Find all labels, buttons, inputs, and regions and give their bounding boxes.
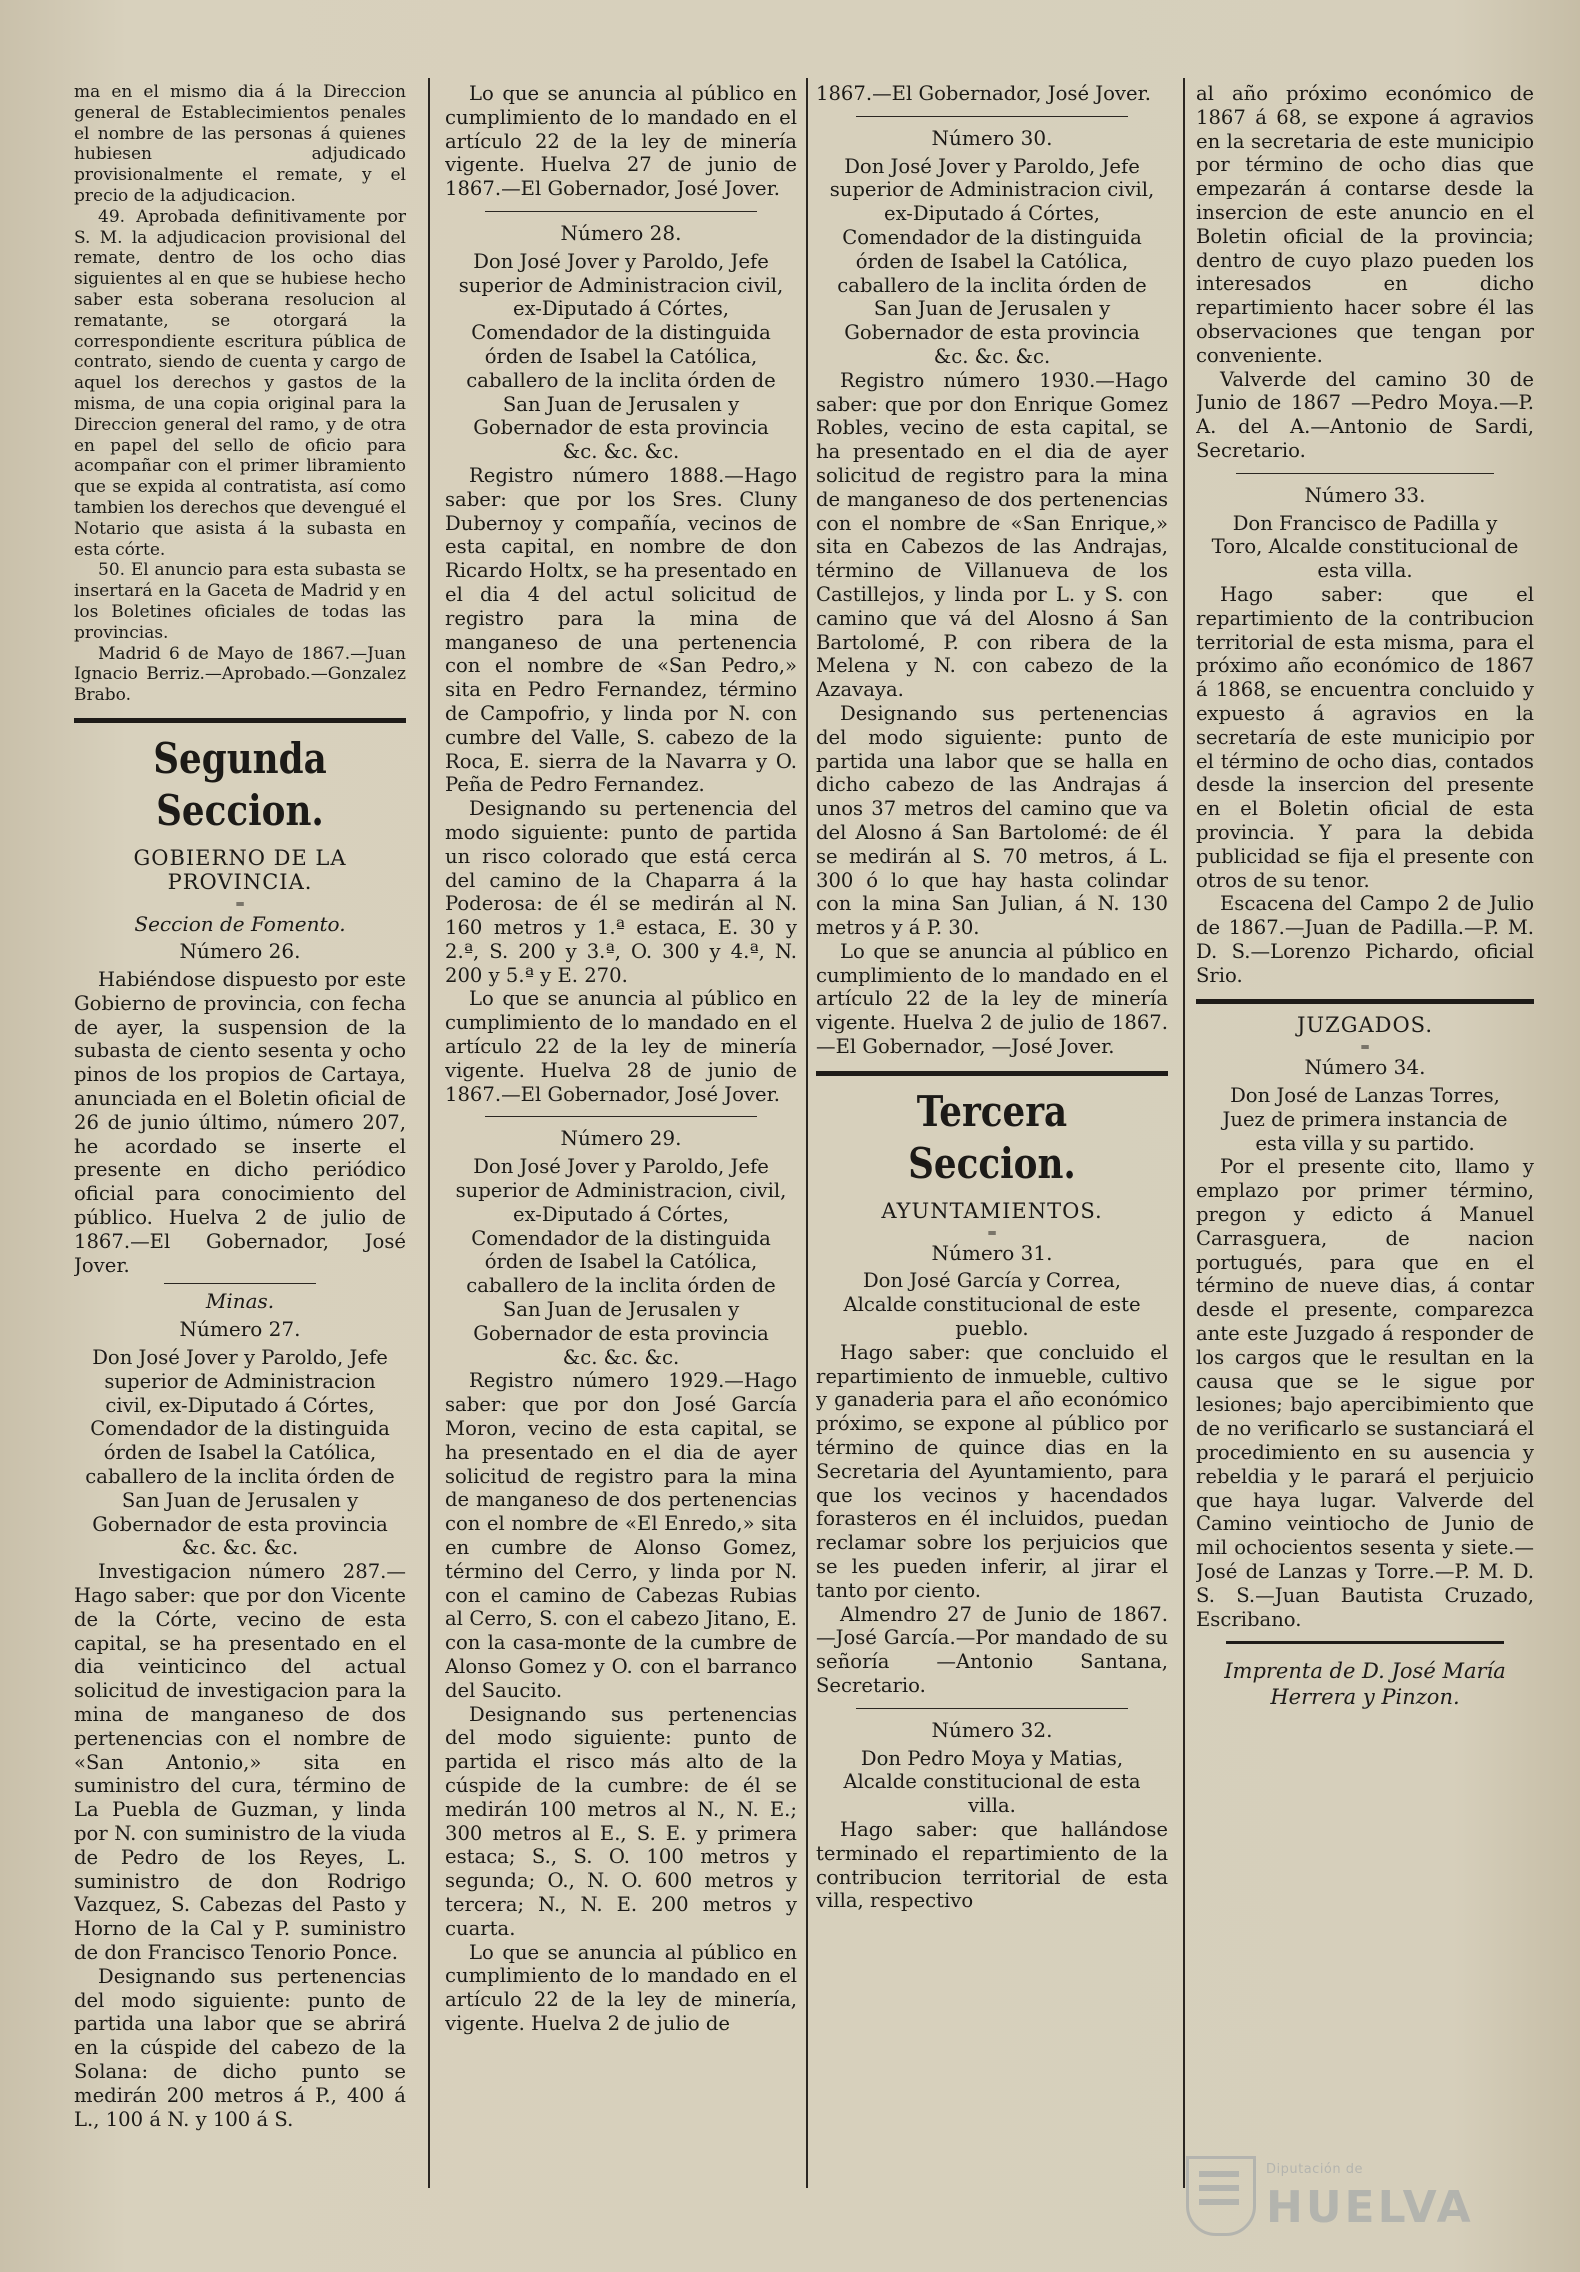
paragraph: Almendro 27 de Junio de 1867.—José García.—Por mandado de su señoría —Antonio Santana, Secretario. (816, 1602, 1168, 1698)
number-heading: Número 32. (931, 1717, 1053, 1742)
section-rule (1196, 999, 1534, 1004)
minas-heading: Minas. (205, 1289, 275, 1314)
column-3 (816, 82, 1168, 2192)
archive-stamp (1186, 2156, 1546, 2234)
column-divider (1183, 78, 1185, 2188)
divider (485, 1116, 757, 1117)
paragraph: Registro número 1929.—Hago saber: que por don José García Moron, vecino de esta capital, se ha presentado en el dia de ayer solicitud de registro para la mina de manganeso de dos pertenencias con el nombre de «El Enredo,» sita en cumbre de Alonso Gomez, término del Cerro, y linda por N. con el camino de Cabezas Rubias al Cerro, S. con el cabezo Jitano, E. con la casa-monte de la cumbre de Alonso Gomez y O. con el barranco del Saucito. (445, 1369, 797, 1702)
paragraph: Lo que se anuncia al público en cumplimiento de lo mandado en el artículo 22 de la ley de minería, vigente. Huelva 2 de julio de (445, 1940, 797, 2035)
number-heading: Número 31. (931, 1240, 1053, 1265)
column-4 (1196, 82, 1534, 2192)
column-divider (806, 78, 808, 2188)
number-heading: Número 34. (1304, 1055, 1426, 1080)
section-rule (816, 1071, 1168, 1076)
divider (856, 116, 1128, 117)
paragraph: 1867.—El Gobernador, José Jover. (816, 82, 1152, 105)
paragraph: Lo que se anuncia al público en cumplimiento de lo mandado en el artículo 22 de la ley de minería vigente. Huelva 2 de julio de 1867.—El Gobernador, —José Jover. (816, 939, 1168, 1059)
printer-imprint: Imprenta de D. José María Herrera y Pinzon. (1224, 1659, 1506, 1710)
column-divider (428, 78, 430, 2188)
paragraph: Hago saber: que hallándose terminado el repartimiento de la contribucion territorial de esta villa, respectivo (816, 1818, 1168, 1913)
paragraph: Designando su pertenencia del modo siguiente: punto de partida un risco colorado que está cerca del camino de la Chaparra á la Poderosa: de él se medirán al N. 160 metros y 1.ª estaca, E. 30 y 2.ª, S. 200 y 3.ª, O. 300 y 4.ª, N. 200 y 5.ª y E. 270. (445, 797, 797, 987)
official-header: Don José García y Correa, Alcalde constitucional de este pueblo. (843, 1269, 1141, 1341)
official-header: Don José Jover y Paroldo, Jefe superior de Administracion, civil, ex-Diputado á Córtes, Comendador de la distinguida órden de Isabel la Católica, caballero de la inclita órden de San Juan de Jerusalen y Gobernador de esta provincia &c. &c. &c. (455, 1155, 787, 1369)
paragraph: Madrid 6 de Mayo de 1867.—Juan Ignacio Berriz.—Aprobado.—Gonzalez Brabo. (74, 643, 406, 706)
paragraph: Lo que se anuncia al público en cumplimiento de lo mandado en el artículo 22 de la ley de minería vigente. Huelva 28 de junio de 1867.—El Gobernador, José Jover. (445, 987, 797, 1106)
official-header: Don José Jover y Paroldo, Jefe superior de Administracion civil, ex-Diputado á Córtes, Comendador de la distinguida órden de Isabel la Católica, caballero de la inclita órden de San Juan de Jerusalen y Gobernador de esta provincia &c. &c. &c. (829, 154, 1155, 368)
ornament: ═ (236, 896, 244, 911)
number-heading: Número 27. (179, 1317, 301, 1342)
paragraph: Escacena del Campo 2 de Julio de 1867.—Juan de Padilla.—P. M. D. S.—Lorenzo Pichardo, oficial Srio. (1196, 892, 1534, 987)
paragraph: Habiéndose dispuesto por este Gobierno de provincia, con fecha de ayer, la suspension de la subasta de ciento sesenta y ocho pinos de los propios de Cartaya, anunciada en el Boletin oficial de 26 de junio último, número 207, he acordado se inserte el presente en dicho periódico oficial para conocimiento del público. Huelva 2 de julio de 1867.—El Gobernador, José Jover. (74, 968, 406, 1277)
shield-icon (1186, 2156, 1256, 2236)
official-header: Don José Jover y Paroldo, Jefe superior de Administracion civil, ex-Diputado á Córtes, Comendador de la distinguida órden de Isabel la Católica, caballero de la inclita órden de San Juan de Jerusalen y Gobernador de esta provincia &c. &c. &c. (458, 249, 784, 464)
column-2 (445, 82, 797, 2192)
number-heading: Número 28. (560, 220, 682, 245)
paragraph: Registro número 1888.—Hago saber: que por los Sres. Cluny Dubernoy y compañía, vecinos de esta capital, en nombre de don Ricardo Holtx, se ha presentado en el dia 4 del actul solicitud de registro para la mina de manganeso de una pertenencia con el nombre de «San Pedro,» sita en Pedro Fernandez, término de Campofrio, y linda por N. con cumbre del Valle, S. cabezo de la Roca, E. sierra de la Navarra y O. Peña de Pedro Fernandez. (445, 463, 797, 797)
paragraph: ma en el mismo dia á la Direccion general de Establecimientos penales el nombre de las personas á quienes hubiesen adjudicado provisionalmente el remate, y el precio de la adjudicacion. (74, 82, 406, 206)
number-heading: Número 30. (931, 125, 1053, 150)
official-header: Don José Jover y Paroldo, Jefe superior de Administracion civil, ex-Diputado á Córtes, Comendador de la distinguida órden de Isabel la Católica, caballero de la inclita órden de San Juan de Jerusalen y Gobernador de esta provincia &c. &c. &c. (85, 1346, 395, 1560)
paragraph: Hago saber: que el repartimiento de la contribucion territorial de esta misma, para el próximo año económico de 1867 á 1868, se encuentra concluido y expuesto á agravios en la secretaría de este municipio por el término de ocho dias, contados desde la insercion del presente en el Boletin oficial de esta provincia. Y para la debida publicidad se fija el presente con otros de su tenor. (1196, 582, 1534, 892)
stamp-line-1: Diputación de (1266, 2162, 1364, 2177)
ornament: ═ (1361, 1040, 1369, 1055)
gobierno-heading: GOBIERNO DE LA PROVINCIA. (133, 845, 347, 894)
paragraph: 49. Aprobada definitivamente por S. M. la adjudicacion provisional del remate, dentro de los ocho dias siguientes al en que se hubiese hecho saber esta soberana resolucion al rematante, se otorgará la correspondiente escritura pública de contrato, siendo de cuenta y cargo de aquel los derechos y gastos de la misma, de una copia original para la Direccion general del ramo, y de otra en papel del sello de oficio para acompañar con el primer libramiento que se expida al contratista, así como tambien los derechos que devengué el Notario que asista á la subasta en esta córte. (74, 206, 406, 560)
divider (1236, 473, 1494, 474)
divider (485, 211, 757, 212)
stamp-line-2: HUELVA (1266, 2182, 1474, 2233)
paragraph: Por el presente cito, llamo y emplazo por primer término, pregon y edicto á Manuel Carrasguera, de nacion portugués, para que en el término de nueve dias, á contar desde el presente, comparezca ante este Juzgado á responder de los cargos que le resultan en la causa que se le sigue por lesiones; bajo apercibimiento que de no verificarlo se sustanciará el procedimiento en su ausencia y rebeldia y le parará el perjuicio que haya lugar. Valverde del Camino veintiocho de Junio de mil ochocientos sesenta y siete.—José de Lanzas y Torre.—P. M. D. S. S.—Juan Bautista Cruzado, Escribano. (1196, 1155, 1534, 1631)
paragraph: Designando sus pertenencias del modo siguiente: punto de partida una labor que se abrirá en la cúspide del cabezo de la Solana: de dicho punto se medirán 200 metros á P., 400 á L., 100 á N. y 100 á S. (74, 1964, 406, 2131)
paragraph: al año próximo económico de 1867 á 68, se expone á agravios en la secretaria de este municipio por término de ocho dias que empezarán á contarse desde la insercion de este anuncio en el Boletin oficial de la provincia; dentro de cuyo plazo pueden los interesados en dicho repartimiento hacer sobre él las observaciones que tengan por conveniente. (1196, 82, 1534, 367)
official-header: Don Pedro Moya y Matias, Alcalde constitucional de esta villa. (843, 1746, 1141, 1818)
official-header: Don Francisco de Padilla y Toro, Alcalde constitucional de esta villa. (1211, 511, 1519, 583)
paragraph: Lo que se anuncia al público en cumplimiento de lo mandado en el artículo 22 de la ley de minería vigente. Huelva 27 de junio de 1867.—El Gobernador, José Jover. (445, 82, 797, 201)
ornament: ═ (988, 1225, 996, 1240)
paragraph: 50. El anuncio para esta subasta se insertará en la Gaceta de Madrid y en los Boletines oficiales de todas las provincias. (74, 560, 406, 643)
fomento-heading: Seccion de Fomento. (134, 911, 346, 936)
column-1 (74, 82, 406, 2182)
paragraph: Registro número 1930.—Hago saber: que por don Enrique Gomez Robles, vecino de esta capital, se ha presentado en el dia de ayer solicitud de registro para la mina de manganeso de dos pertenencias con el nombre de «San Enrique,» sita en Cabezos de las Andrajas, término de Villanueva de los Castillejos, y linda por L. y S. con camino que vá del Alosno á San Bartolomé, P. con ribera de la Melena y N. con cabezo de la Azavaya. (816, 368, 1168, 702)
number-heading: Número 33. (1304, 482, 1426, 507)
official-header: Don José de Lanzas Torres, Juez de primera instancia de esta villa y su partido. (1222, 1084, 1508, 1155)
number-heading: Número 26. (179, 939, 301, 964)
section-title: Tercera Seccion. (908, 1086, 1076, 1188)
paragraph: Hago saber: que concluido el repartimiento de inmueble, cultivo y ganaderia para el año económico próximo, se expone al público por término de quince dias en la Secretaria del Ayuntamiento, para que los vecinos y hacendados forasteros en él incluidos, puedan reclamar sobre los perjuicios que se les pueden inferir, al jirar el tanto por ciento. (816, 1340, 1168, 1602)
divider (164, 1283, 316, 1284)
paragraph: Designando sus pertenencias del modo siguiente: punto de partida el risco más alto de la cúspide de la cumbre: de él se medirán 100 metros al N., N. E.; 300 metros al E., S. E. y primera estaca; S., S. O. 100 metros y segunda; O., N. O. 600 metros y tercera; N., N. E. 200 metros y cuarta. (445, 1702, 797, 1940)
ayuntamientos-heading: AYUNTAMIENTOS. (881, 1198, 1103, 1223)
number-heading: Número 29. (560, 1126, 682, 1151)
paragraph: Designando sus pertenencias del modo siguiente: punto de partida una labor que se halla en dicho cabezo de las Andrajas á unos 37 metros del camino que va del Alosno á San Bartolomé: de él se medirán al S. 70 metros, á L. 300 ó lo que hay hasta colindar con la mina San Julian, á N. 130 metros y á P. 30. (816, 701, 1168, 940)
closing-rule (1226, 1641, 1504, 1644)
section-title: Segunda Seccion. (153, 733, 327, 835)
section-rule (74, 718, 406, 723)
juzgados-heading: JUZGADOS. (1296, 1013, 1433, 1038)
divider (856, 1708, 1128, 1709)
paragraph: Investigacion número 287.—Hago saber: que por don Vicente de la Córte, vecino de esta capital, se ha presentado en el dia veinticinco del actual solicitud de investigacion para la mina de manganeso de dos pertenencias con el nombre de «San Antonio,» sita en suministro del cura, término de La Puebla de Guzman, y linda por N. con suministro de la viuda de Pedro de los Reyes, L. suministro de don Rodrigo Vazquez, S. Cabezas del Pasto y Horno de la Cal y P. suministro de don Francisco Tenorio Ponce. (74, 1560, 406, 1964)
paragraph: Valverde del camino 30 de Junio de 1867 —Pedro Moya.—P. A. del A.—Antonio de Sardi, Secretario. (1196, 367, 1534, 462)
